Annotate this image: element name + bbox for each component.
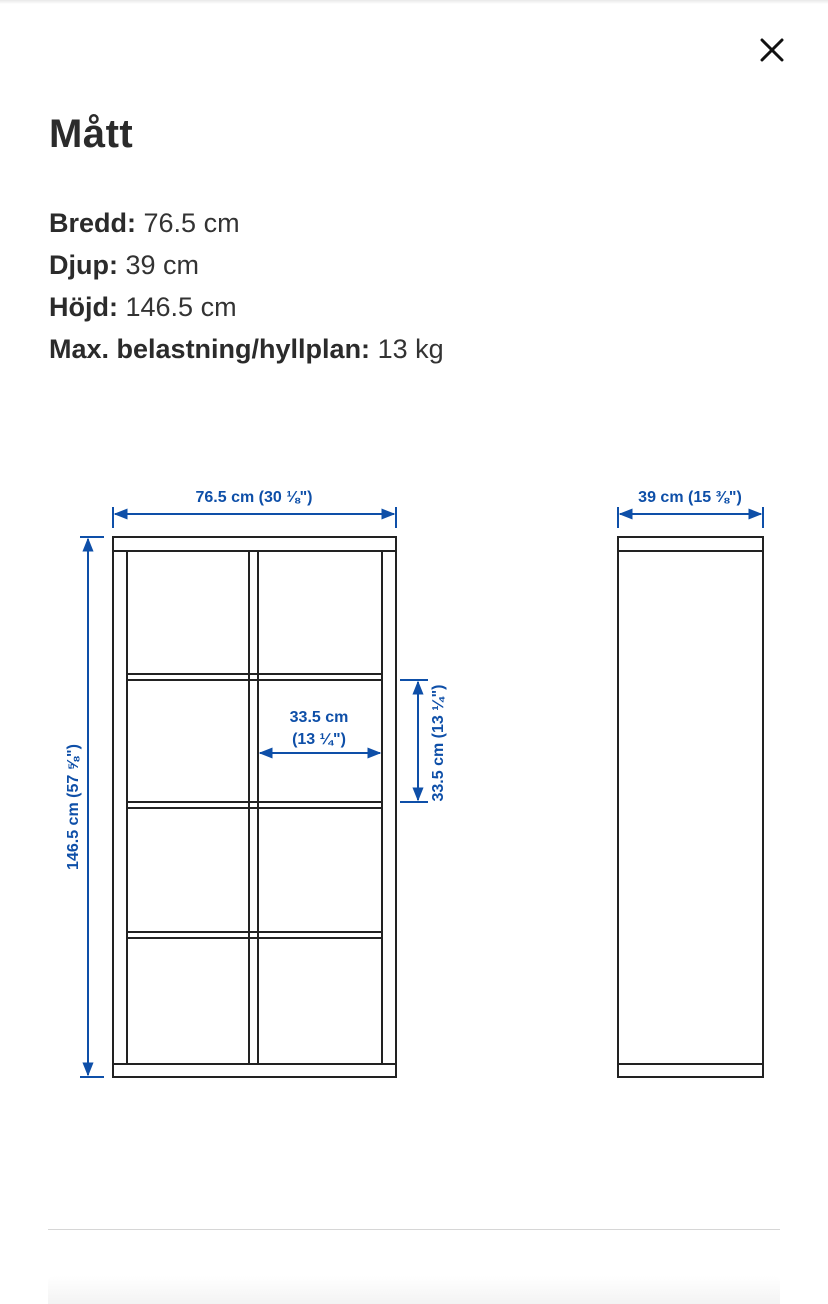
sheet-top-edge	[0, 0, 828, 4]
cell-height-label: 33.5 cm (13 ¼")	[430, 684, 447, 802]
front-view	[113, 537, 396, 1077]
spec-value: 13 kg	[377, 334, 444, 364]
side-bottom-panel	[618, 1064, 763, 1077]
front-width-label: 76.5 cm (30 ⅛")	[195, 489, 313, 506]
front-shelf	[127, 802, 382, 808]
spec-width	[49, 202, 444, 244]
section-divider	[48, 1229, 780, 1230]
dimension-drawing	[0, 460, 828, 1100]
side-view	[618, 537, 763, 1077]
spec-value: 146.5 cm	[125, 292, 237, 322]
front-shelf	[127, 674, 382, 680]
side-top-panel	[618, 537, 763, 551]
spec-label: Höjd:	[49, 292, 118, 322]
cell-height-dimension	[400, 680, 428, 802]
next-section-peek	[48, 1276, 780, 1304]
spec-label: Bredd:	[49, 208, 136, 238]
side-depth-label: 39 cm (15 ⅜")	[638, 489, 742, 506]
front-right-panel	[382, 551, 396, 1064]
front-width-dimension	[113, 507, 396, 528]
front-bottom-panel	[113, 1064, 396, 1077]
front-height-label: 146.5 cm (57 ⅝")	[65, 744, 82, 870]
front-height-dimension	[80, 537, 104, 1077]
spec-list	[49, 202, 444, 370]
front-shelf	[127, 932, 382, 938]
side-depth-dimension	[618, 507, 763, 528]
spec-value: 39 cm	[125, 250, 200, 280]
spec-label: Djup:	[49, 250, 118, 280]
front-left-panel	[113, 551, 127, 1064]
front-top-panel	[113, 537, 396, 551]
spec-depth	[49, 244, 444, 286]
spec-height	[49, 286, 444, 328]
cell-width-label-line1: 33.5 cm	[289, 709, 349, 726]
spec-label: Max. belastning/hyllplan:	[49, 334, 371, 364]
spec-max-load	[49, 328, 444, 370]
cell-width-label-line2: (13 ¼")	[292, 731, 346, 748]
side-body-panel	[618, 551, 763, 1064]
spec-value: 76.5 cm	[143, 208, 240, 238]
close-button[interactable]	[748, 26, 796, 74]
page-title: Mått	[49, 112, 134, 156]
close-icon	[758, 36, 786, 64]
